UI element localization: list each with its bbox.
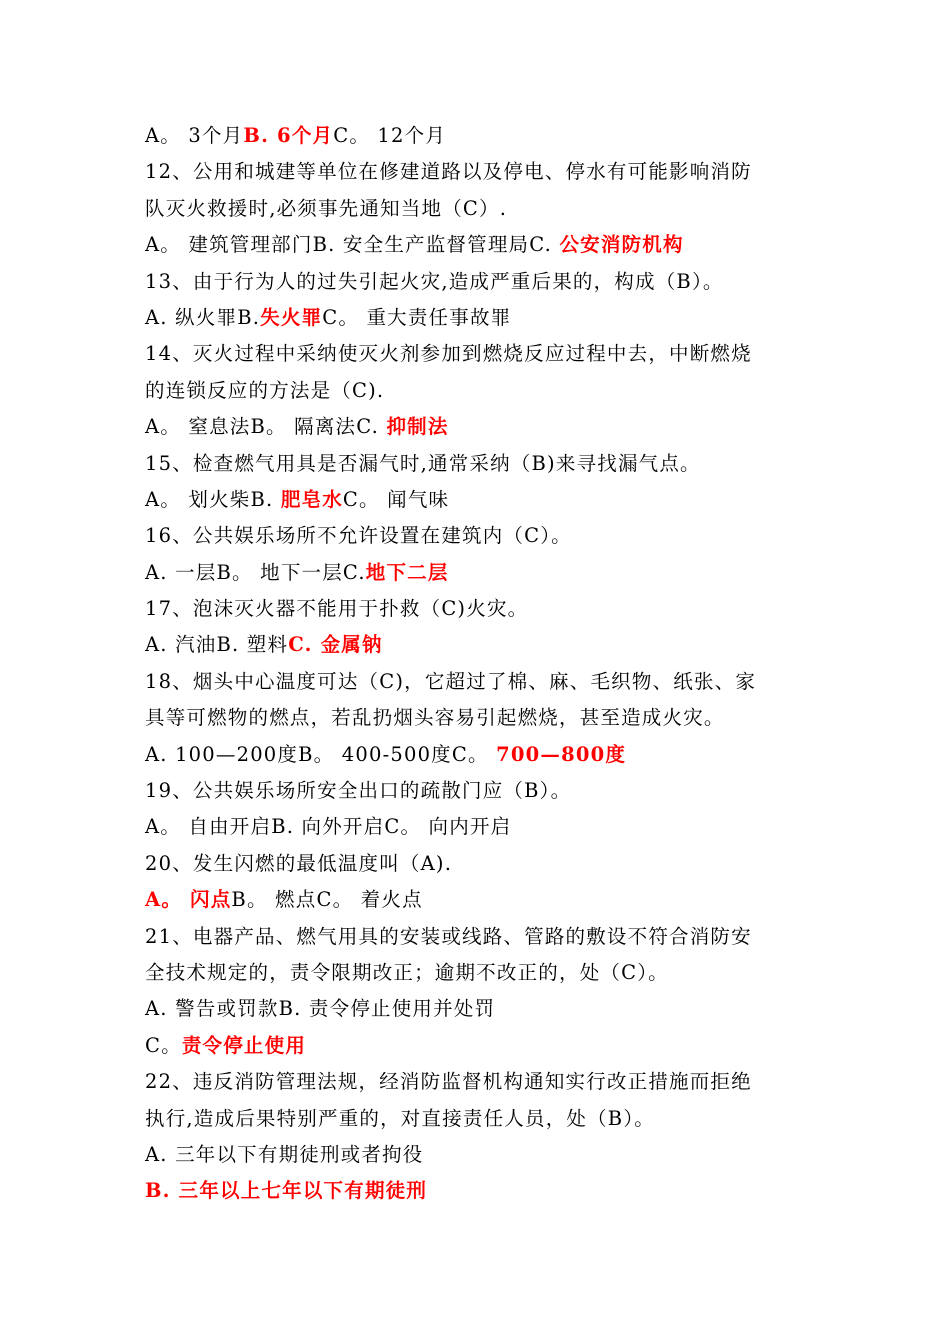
line-text: 13、由于行为人的过失引起火灾,造成严重后果的，构成（B）。 xyxy=(145,269,724,293)
line-text: B。 400-500度 xyxy=(298,742,452,766)
text-line xyxy=(145,446,805,482)
line-text: 21、电器产品、燃气用具的安装或线路、管路的敷设不符合消防安 xyxy=(145,924,752,948)
line-text: 12、公用和城建等单位在修建道路以及停电、停水有可能影响消防 xyxy=(145,160,752,184)
answer-text: 责令停止使用 xyxy=(181,1033,307,1057)
text-line xyxy=(145,1101,805,1137)
line-text: A。 划火柴 xyxy=(145,487,251,511)
answer-text: 地下二层 xyxy=(365,560,449,584)
line-text: A. 三年以下有期徒刑或者拘役 xyxy=(145,1142,424,1166)
answer-text: A。 闪点 xyxy=(145,888,232,912)
line-text: C。 xyxy=(145,1033,182,1057)
line-text: 14、灭火过程中采纳使灭火剂参加到燃烧反应过程中去，中断燃烧 xyxy=(145,342,752,366)
line-text: A。 建筑管理部门 xyxy=(145,233,313,257)
line-text: 全技术规定的，责令限期改正；逾期不改正的，处（C）。 xyxy=(145,960,669,984)
line-text: B。 隔离法 xyxy=(250,415,357,439)
text-line xyxy=(145,154,805,190)
line-text: A. 100—200度 xyxy=(145,742,299,766)
text-line xyxy=(145,882,805,918)
line-text: B. xyxy=(250,487,281,511)
text-line xyxy=(145,555,805,591)
line-text: A。 窒息法 xyxy=(145,415,251,439)
text-line xyxy=(145,955,805,991)
line-text: 17、泡沫灭火器不能用于扑救（C)火灾。 xyxy=(145,597,529,621)
answer-text: 700—800度 xyxy=(496,742,627,766)
line-text: C。 xyxy=(451,742,497,766)
line-text: C。 向内开启 xyxy=(384,815,512,839)
line-text: A. 汽油 xyxy=(145,633,217,657)
line-text: A. 一层 xyxy=(145,560,217,584)
line-text: A. 纵火罪 xyxy=(145,305,238,329)
line-text: 队灭火救援时,必须事先通知当地（C）. xyxy=(145,196,508,220)
line-text: 执行,造成后果特别严重的，对直接责任人员，处（B）。 xyxy=(145,1106,655,1130)
text-line xyxy=(145,227,805,263)
line-text: 具等可燃物的燃点，若乱扔烟头容易引起燃烧，甚至造成火灾。 xyxy=(145,706,725,730)
line-text: C。 闻气味 xyxy=(342,487,450,511)
text-line xyxy=(145,737,805,773)
line-text: B. 向外开启 xyxy=(271,815,385,839)
text-line xyxy=(145,809,805,845)
answer-text: C. 金属钠 xyxy=(288,633,383,657)
line-text: C. xyxy=(529,233,560,257)
line-text: A。 3个月 xyxy=(145,124,244,147)
text-line xyxy=(145,773,805,809)
line-text: A. 警告或罚款 xyxy=(145,997,279,1021)
line-text: C. xyxy=(342,560,366,584)
line-text: B。 地下一层 xyxy=(216,560,343,584)
line-text: 16、公共娱乐场所不允许设置在建筑内（C）。 xyxy=(145,524,572,548)
text-line xyxy=(145,627,805,663)
text-line xyxy=(145,482,805,518)
line-text: C。 着火点 xyxy=(316,888,423,912)
text-line xyxy=(145,518,805,554)
text-line xyxy=(145,300,805,336)
answer-text: B. 三年以上七年以下有期徒刑 xyxy=(145,1179,428,1203)
answer-text: 失火罪 xyxy=(260,305,323,329)
line-text: 15、检查燃气用具是否漏气时,通常采纳（B)来寻找漏气点。 xyxy=(145,451,701,475)
answer-text: B. 6个月 xyxy=(243,124,334,147)
line-text: 18、烟头中心温度可达（C)，它超过了棉、麻、毛织物、纸张、家 xyxy=(145,669,757,693)
line-text: 20、发生闪燃的最低温度叫（A). xyxy=(145,851,453,875)
text-line xyxy=(145,591,805,627)
line-text: B. 安全生产监督管理局 xyxy=(312,233,530,257)
line-text: C。 重大责任事故罪 xyxy=(322,305,512,329)
line-text: B。 燃点 xyxy=(231,888,317,912)
line-text: 的连锁反应的方法是（C). xyxy=(145,378,385,402)
text-line xyxy=(145,191,805,227)
answer-text: 抑制法 xyxy=(386,415,449,439)
text-line xyxy=(145,1064,805,1100)
text-line xyxy=(145,1028,805,1064)
line-text: B. 责令停止使用并处罚 xyxy=(278,997,496,1021)
text-line xyxy=(145,264,805,300)
text-line xyxy=(145,919,805,955)
text-line xyxy=(145,336,805,372)
line-text: C。 12个月 xyxy=(333,124,447,147)
line-text: B. xyxy=(237,305,261,329)
text-line xyxy=(145,409,805,445)
line-text: 22、违反消防管理法规，经消防监督机构通知实行改正措施而拒绝 xyxy=(145,1070,752,1094)
line-text: C. xyxy=(356,415,387,439)
text-line xyxy=(145,664,805,700)
text-line xyxy=(145,373,805,409)
answer-text: 公安消防机构 xyxy=(559,233,684,257)
text-line xyxy=(145,118,805,154)
text-line xyxy=(145,991,805,1027)
text-line xyxy=(145,846,805,882)
line-text: 19、公共娱乐场所安全出口的疏散门应（B）。 xyxy=(145,779,572,803)
line-text: A。 自由开启 xyxy=(145,815,272,839)
text-line xyxy=(145,700,805,736)
text-line xyxy=(145,1137,805,1173)
document-page xyxy=(145,118,805,1210)
text-line xyxy=(145,1173,805,1209)
answer-text: 肥皂水 xyxy=(280,487,343,511)
line-text: B. 塑料 xyxy=(216,633,289,657)
